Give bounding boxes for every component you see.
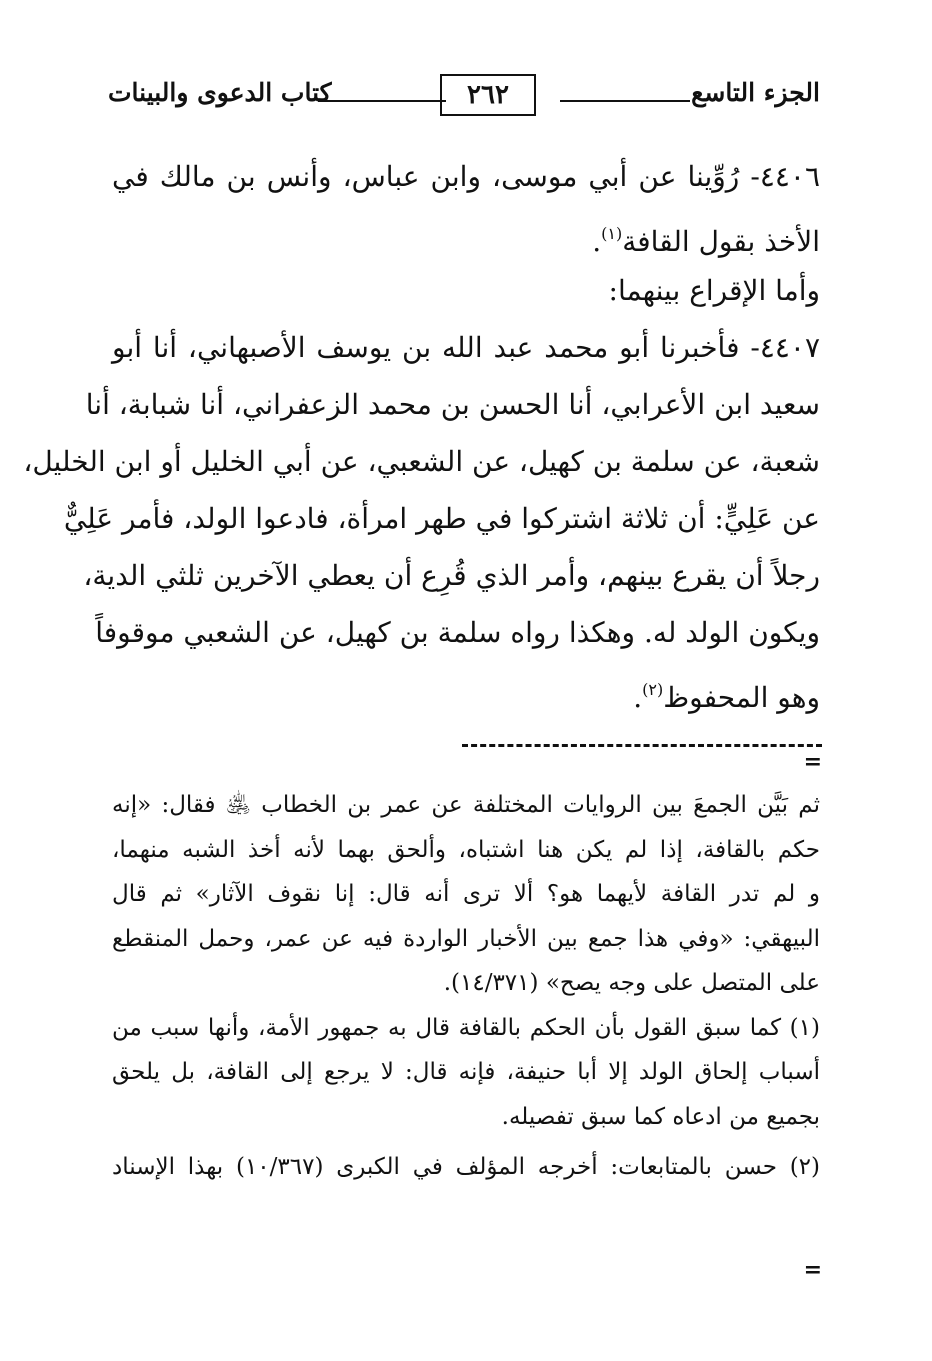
main-line-7: عن عَلِيٍّ: أن ثلاثة اشتركوا في طهر امرأة، فادعوا الولد، فأمر عَلِيٌّ	[63, 502, 820, 535]
main-line-8: رجلاً أن يقرع بينهم، وأمر الذي قُرِع أن يعطي الآخرين ثلثي الدية،	[83, 559, 820, 592]
footnote-separator	[462, 744, 822, 747]
main-line-3: وأما الإقراع بينهما:	[608, 274, 820, 307]
footnote-line-2: حكم بالقافة، إذا لم يكن هنا اشتباه، وألحق بهما لأنه أخذ الشبه منهما،	[112, 836, 820, 863]
main-line-5: سعيد ابن الأعرابي، أنا الحسن بن محمد الزعفراني، أنا شبابة، أنا	[85, 388, 820, 421]
footnote-1-line-1: (١) كما سبق القول بأن الحكم بالقافة قال به جمهور الأمة، وأنها سبب من	[112, 1014, 820, 1041]
page-header	[100, 70, 820, 122]
book-title: كتاب الدعوى والبينات	[108, 78, 332, 107]
footnote-1-line-2: أسباب إلحاق الولد إلا أبا حنيفة، فإنه قال: لا يرجع إلى القافة، بل يلحق	[112, 1059, 820, 1085]
main-line-9: ويكون الولد له. وهكذا رواه سلمة بن كهيل، عن الشعبي موقوفاً	[95, 616, 820, 649]
header-rule-right	[560, 100, 690, 102]
continuation-mark-bottom: =	[803, 1257, 822, 1283]
continuation-mark-top: =	[803, 749, 822, 775]
header-rule-left	[318, 100, 446, 102]
footnote-ref-2: (٢)	[642, 680, 664, 699]
footnote-line-4: البيهقي: «وفي هذا جمع بين الأخبار الواردة فيه عن عمر، وحمل المنقطع	[112, 925, 820, 952]
main-line-10: وهو المحفوظ$^{(٢)}$.	[633, 680, 820, 714]
footnotes	[112, 783, 820, 1190]
main-line-2: الأخذ بقول القافة$^{(١)}$.	[592, 224, 820, 258]
footnote-line-1: ثم بَيَّن الجمعَ بين الروايات المختلفة عن عمر بن الخطاب ﵁ فقال: «إنه	[112, 792, 820, 818]
main-line-6: شعبة، عن سلمة بن كهيل، عن الشعبي، عن أبي الخليل أو ابن الخليل،	[23, 445, 820, 478]
page-number: ٢٦٢	[440, 74, 536, 116]
footnote-1-line-3: بجميع من ادعاه كما سبق تفصيله.	[501, 1103, 820, 1130]
footnote-line-5: على المتصل على وجه يصح» (١٤/٣٧١).	[443, 970, 820, 996]
main-line-1: ٤٤٠٦- رُوِّينا عن أبي موسى، وابن عباس، وأنس بن مالك في	[112, 160, 820, 193]
footnote-ref-1: (١)	[601, 224, 623, 243]
main-text	[23, 148, 820, 718]
footnote-2-line-1: (٢) حسن بالمتابعات: أخرجه المؤلف في الكبرى (١٠/٣٦٧) بهذا الإسناد	[112, 1154, 821, 1180]
main-line-4: ٤٤٠٧- فأخبرنا أبو محمد عبد الله بن يوسف الأصبهاني، أنا أبو	[112, 331, 820, 364]
part-title: الجزء التاسع	[691, 78, 820, 107]
footnote-line-3: و لم تدر القافة لأيهما هو؟ ألا ترى أنه قال: إنا نقوف الآثار» ثم قال	[112, 881, 820, 907]
